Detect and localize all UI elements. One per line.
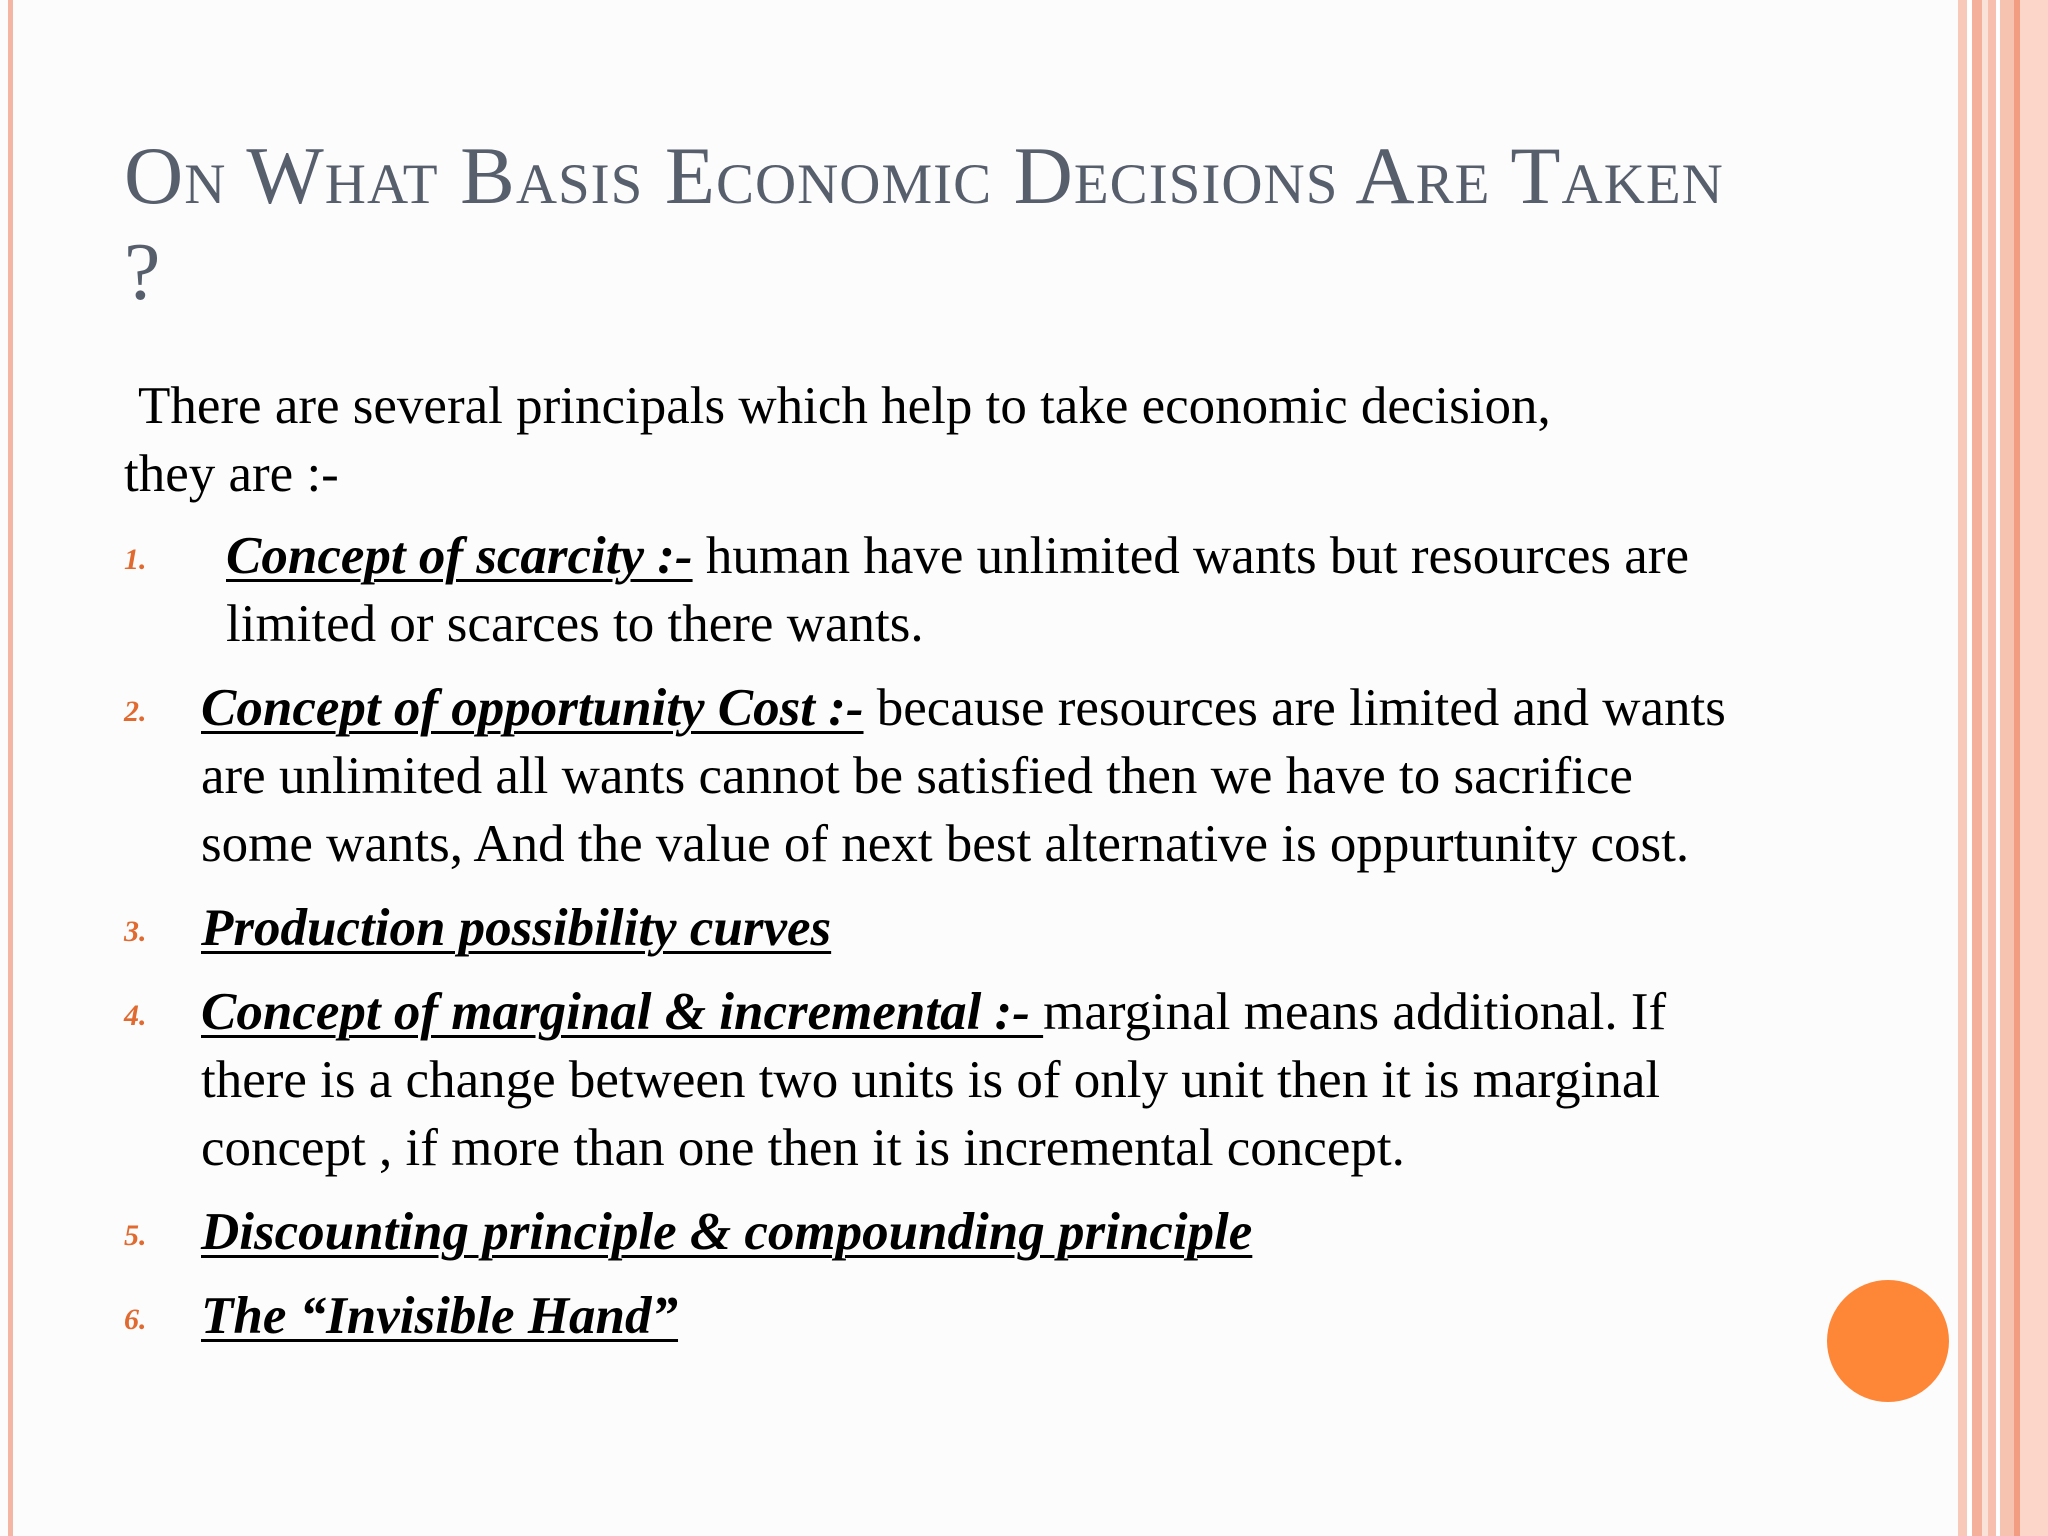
slide-title: On What Basis Economic Decisions Are Taken ?: [124, 130, 1724, 317]
list-number: 3.: [124, 915, 147, 948]
orange-circle-decoration: [1827, 1280, 1949, 1402]
list-term: Concept of marginal & incremental :-: [201, 983, 1044, 1041]
right-stripe-decoration: [2000, 0, 2014, 1536]
intro-line-2: they are :-: [124, 445, 339, 503]
list-text: because resources are limited and wants are unlimited all wants cannot be satisfied then we have to sacrifice some wants, And the value of next best alternative is oppurtunity cost.: [201, 679, 1726, 873]
list-item: [124, 978, 1744, 1182]
left-border-decoration: [8, 0, 13, 1536]
list-item: [124, 1198, 1744, 1266]
list-term: Production possibility curves: [201, 899, 832, 957]
list-number: 5.: [124, 1219, 147, 1252]
slide-body: [124, 372, 1744, 1366]
list-number: 6.: [124, 1303, 147, 1336]
principles-list: [124, 522, 1744, 1350]
list-item: [124, 894, 1744, 962]
list-term: Concept of scarcity :-: [226, 527, 693, 585]
list-term: The “Invisible Hand”: [201, 1287, 679, 1345]
list-term: Concept of opportunity Cost :-: [201, 679, 864, 737]
right-stripe-decoration: [2020, 0, 2048, 1536]
list-number: 2.: [124, 695, 147, 728]
list-text: marginal means additional. If there is a change between two units is of only unit then it is marginal concept , if more than one then it is incremental concept.: [201, 983, 1667, 1177]
list-number: 1.: [124, 543, 147, 576]
list-number: 4.: [124, 999, 147, 1032]
list-item: [124, 674, 1744, 878]
right-stripe-decoration: [1958, 0, 1967, 1536]
intro-paragraph: [124, 372, 1744, 508]
list-item: [124, 522, 1744, 658]
right-stripe-decoration: [1972, 0, 1982, 1536]
list-term: Discounting principle & compounding principle: [201, 1203, 1253, 1261]
list-text: human have unlimited wants but resources are limited or scarces to there wants.: [226, 527, 1689, 653]
list-item: [124, 1282, 1744, 1350]
right-stripe-decoration: [1988, 0, 1996, 1536]
intro-line-1: There are several principals which help to take economic decision,: [138, 377, 1551, 435]
